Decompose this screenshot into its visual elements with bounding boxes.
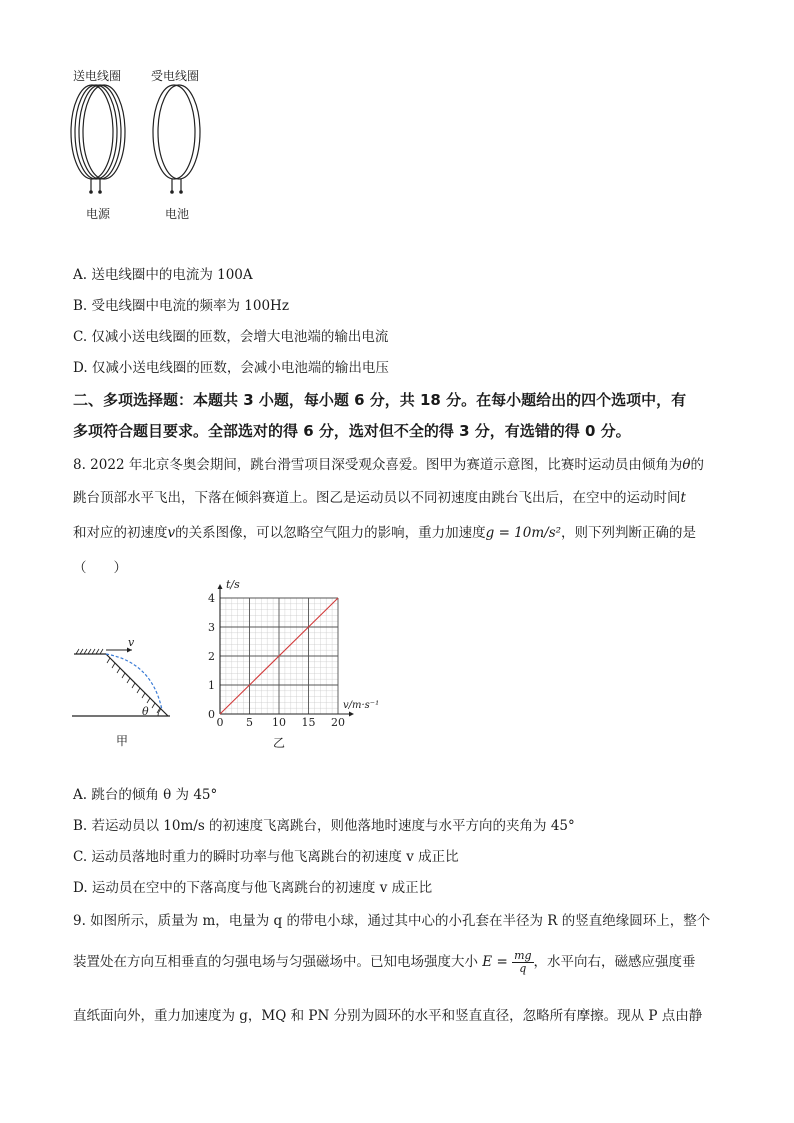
q8-text-3c: ，则下列判断正确的是 xyxy=(561,525,697,541)
q8-option-d: D. 运动员在空中的下落高度与他飞离跳台的初速度 v 成正比 xyxy=(73,880,433,896)
figure-yi-chart xyxy=(200,578,400,729)
q8-option-c: C. 运动员落地时重力的瞬时功率与他飞离跳台的初速度 v 成正比 xyxy=(73,849,459,865)
q8-v: v xyxy=(167,525,176,541)
q8-line3 xyxy=(73,521,696,541)
q7-option-a: A. 送电线圈中的电流为 100A xyxy=(73,267,253,283)
q7-option-c: C. 仅减小送电线圈的匝数，会增大电池端的输出电流 xyxy=(73,329,389,345)
recv-coil-label: 受电线圈 xyxy=(151,69,200,83)
chart-labels xyxy=(208,578,379,729)
x-tick-label: 5 xyxy=(246,716,253,729)
recv-coil xyxy=(153,85,200,179)
q9-line1: 9. 如图所示，质量为 m，电量为 q 的带电小球，通过其中心的小孔套在半径为 R 的竖直绝缘圆环上，整个 xyxy=(73,913,711,929)
q8-text-1a: 8. 2022 年北京冬奥会期间，跳台滑雪项目深受观众喜爱。图甲为赛道示意图，比赛时运动员由倾角为 xyxy=(73,457,683,473)
x-tick-label: 20 xyxy=(331,716,345,729)
q8-t: t xyxy=(680,490,686,506)
figure-jia xyxy=(70,636,182,722)
x-axis-label: v/m·s⁻¹ xyxy=(343,700,380,711)
q9-frac-den: q xyxy=(519,962,527,975)
y-tick-label: 2 xyxy=(208,650,215,663)
coils-figure xyxy=(66,82,216,194)
send-coil-label: 送电线圈 xyxy=(73,69,122,83)
jia-theta-label: θ xyxy=(142,705,149,718)
q8-text-2a: 跳台顶部水平飞出，下落在倾斜赛道上。图乙是运动员以不同初速度由跳台飞出后，在空中的运动时间 xyxy=(73,490,681,506)
x-tick-label: 0 xyxy=(216,716,224,729)
q9-text-2a: 装置处在方向互相垂直的匀强电场与匀强磁场中。已知电场强度大小 xyxy=(73,954,478,970)
q9-line3: 直纸面向外，重力加速度为 g，MQ 和 PN 分别为圆环的水平和竖直直径，忽略所有摩擦。现从 P 点由静 xyxy=(73,1008,703,1024)
q8-bracket: （ ） xyxy=(73,560,127,576)
q9-e-eq: E = xyxy=(482,954,508,970)
send-coil xyxy=(71,85,125,179)
y-axis-arrow xyxy=(218,584,223,589)
q8-text-3a: 和对应的初速度 xyxy=(73,525,168,541)
q7-option-d: D. 仅减小送电线圈的匝数，会减小电池端的输出电压 xyxy=(73,360,389,376)
y-tick-label: 1 xyxy=(208,679,215,692)
section2-heading-line2: 多项符合题目要求。全部选对的得 6 分，选对但不全的得 3 分，有选错的得 0 分。 xyxy=(73,422,631,440)
y-axis-label: t/s xyxy=(226,578,240,591)
jia-v-label: v xyxy=(128,636,135,649)
q8-text-3b: 的关系图像，可以忽略空气阻力的影响，重力加速度 xyxy=(175,525,486,541)
y-tick-label: 4 xyxy=(208,592,215,605)
battery-label: 电池 xyxy=(165,207,190,221)
x-tick-label: 10 xyxy=(272,716,286,729)
q8-g-eq: g = 10m/s² xyxy=(485,525,562,541)
q8-line1 xyxy=(73,453,704,473)
q8-option-a: A. 跳台的倾角 θ 为 45° xyxy=(73,787,218,803)
y-tick-label: 3 xyxy=(208,621,215,634)
figure-yi-caption: 乙 xyxy=(273,736,286,750)
q8-line2 xyxy=(73,486,686,506)
q7-option-b: B. 受电线圈中电流的频率为 100Hz xyxy=(73,298,289,314)
q9-fraction xyxy=(512,950,533,975)
q9-frac-num: mg xyxy=(514,949,532,962)
origin-label: 0 xyxy=(208,708,215,721)
x-tick-label: 15 xyxy=(301,716,316,729)
q8-text-1b: 的 xyxy=(690,457,704,473)
q8-option-b: B. 若运动员以 10m/s 的初速度飞离跳台，则他落地时速度与水平方向的夹角为 45° xyxy=(73,818,575,834)
figure-jia-caption: 甲 xyxy=(116,734,129,748)
source-label: 电源 xyxy=(86,207,111,221)
section2-heading-line1: 二、多项选择题：本题共 3 小题，每小题 6 分，共 18 分。在每小题给出的四个选项中，有 xyxy=(73,391,687,409)
q9-text-2b: ，水平向右，磁感应强度垂 xyxy=(533,954,696,970)
q9-line2 xyxy=(73,950,696,975)
x-axis-arrow xyxy=(349,712,354,717)
q8-theta: θ xyxy=(682,457,691,473)
